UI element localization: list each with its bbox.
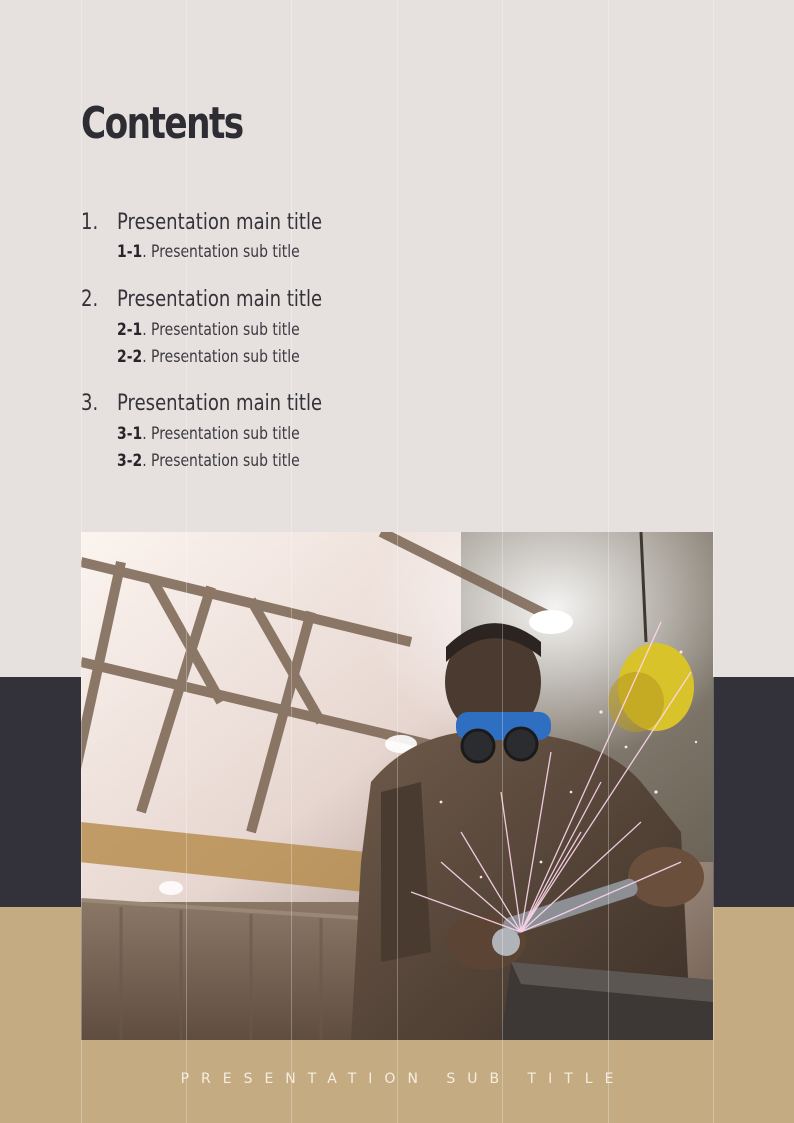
toc-sub-text: . Presentation sub title [142, 451, 300, 471]
toc-sub-code: 2-2 [117, 347, 143, 367]
toc-sub-code: 3-2 [117, 451, 143, 471]
toc-sub-code: 2-1 [117, 320, 143, 340]
toc-sub-item [117, 347, 300, 367]
toc-sub-item [117, 451, 300, 471]
toc-sub-text: . Presentation sub title [142, 347, 300, 367]
toc-sub-code: 3-1 [117, 424, 143, 444]
toc-sub-code: 1-1 [117, 242, 143, 262]
toc-number: 2. [81, 287, 99, 312]
footer-subtitle: PRESENTATION SUB TITLE [180, 1071, 626, 1087]
toc-sub-item [117, 242, 300, 262]
toc-sub-text: . Presentation sub title [142, 424, 300, 444]
toc-number: 3. [81, 391, 99, 416]
toc-sub-text: . Presentation sub title [142, 320, 300, 340]
toc-sub-item [117, 424, 300, 444]
toc-sub-text: . Presentation sub title [142, 242, 300, 262]
toc-main-title: Presentation main title [117, 210, 323, 235]
welder-photo [81, 532, 713, 1040]
toc-main-title: Presentation main title [117, 287, 323, 312]
toc-main-title: Presentation main title [117, 391, 323, 416]
toc-number: 1. [81, 210, 99, 235]
page-title: Contents [81, 98, 243, 149]
welder-illustration [81, 532, 713, 1040]
toc-sub-item [117, 320, 300, 340]
